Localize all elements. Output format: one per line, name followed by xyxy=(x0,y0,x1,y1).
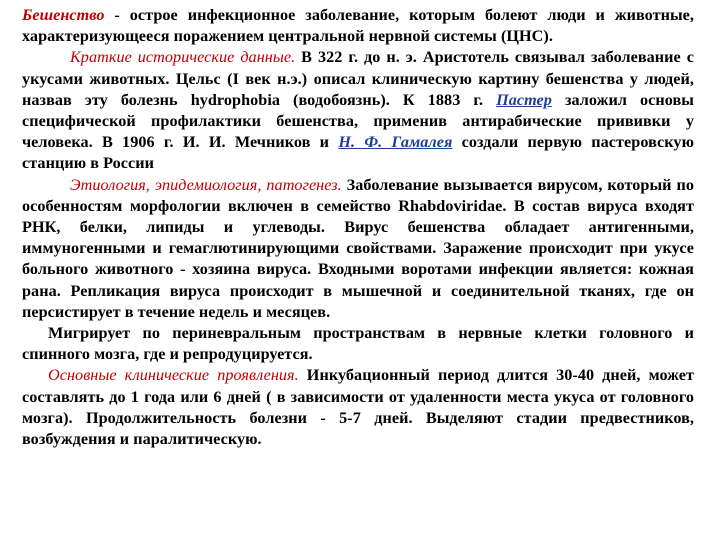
document-text xyxy=(22,5,694,450)
paragraph-definition xyxy=(22,5,694,47)
migration-text: Мигрирует по периневральным пространствам в нервные клетки головного и спинного мозга, где и репродуцируется. xyxy=(22,324,694,364)
paragraph-history xyxy=(22,47,694,174)
paragraph-etiology xyxy=(22,175,694,323)
link-gamaleya[interactable]: Н. Ф. Гамалея xyxy=(338,133,453,152)
history-text-a: В 322 г. до н. э. Аристотель связывал заболевание с укусами животных. Цельс (I век н.э.) описал клиническую картину бешенства у людей, назвав эту болезнь xyxy=(22,48,694,109)
history-text-c: заложил основы специфической профилактики бешенства, применив антирабические прививки у человека. В 1906 г. И. И. Мечников и xyxy=(22,90,694,152)
etiology-text: Заболевание вызывается вирусом, который по особенностям морфологии включен в семейство Rhabdoviridae. В состав вируса входят РНК, белки, липиды и углеводы. Вирус бешенства обладает антигенными, иммуногенными и гемаглютинирующими свойствами. Заражение происходит при укусе больного животного - хозяина вируса. Входными воротами инфекции является: кожная рана. Репликация вируса происходит в мышечной и соединительной тканях, где он персистирует в течение недель и месяцев. xyxy=(22,175,694,321)
heading-history: Краткие исторические данные. xyxy=(70,48,296,67)
link-pasteur[interactable]: Пастер xyxy=(496,90,552,109)
heading-clinical: Основные клинические проявления. xyxy=(48,366,299,385)
history-text-b: (водобоязнь). К 1883 г. xyxy=(280,90,497,109)
term-rabies: Бешенство xyxy=(22,6,105,24)
definition-text: - острое инфекционное заболевание, которым болеют люди и животные, характеризующееся поражением центральной нервной системы (ЦНС). xyxy=(22,6,694,46)
heading-etiology: Этиология, эпидемиология, патогенез. xyxy=(70,175,342,194)
history-text-d: создали первую пастеровскую станцию в России xyxy=(22,133,694,173)
paragraph-migration xyxy=(22,323,694,365)
clinical-text: Инкубационный период длится 30-40 дней, может составлять до 1 года или 6 дней ( в зависимости от удаленности места укуса от головного мозга). Продолжительность болезни - 5-7 дней. Выделяют стадии предвестников, возбуждения и паралитическую. xyxy=(22,366,694,449)
paragraph-clinical xyxy=(22,365,694,450)
latin-term: hydrophobia xyxy=(190,90,281,109)
